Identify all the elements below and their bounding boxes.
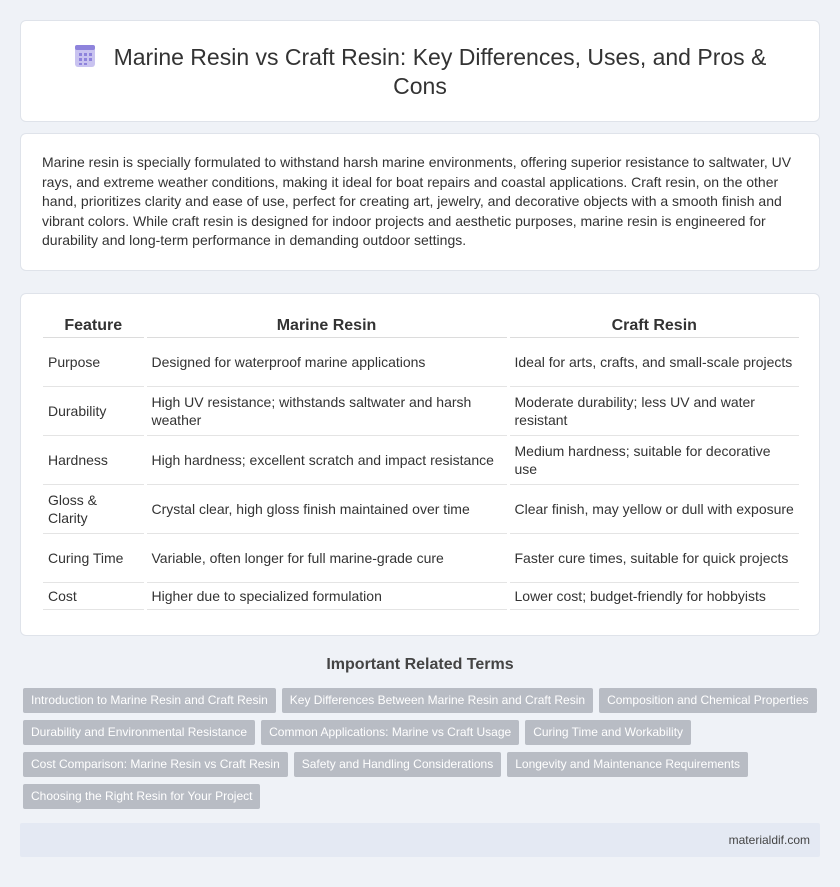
intro-card (20, 133, 820, 271)
feature-cell: Purpose (43, 338, 145, 387)
craft-resin-cell: Lower cost; budget-friendly for hobbyists (508, 583, 799, 610)
related-term-tag[interactable]: Longevity and Maintenance Requirements (507, 752, 748, 777)
related-term-tag[interactable]: Cost Comparison: Marine Resin vs Craft Resin (23, 752, 288, 777)
table-header-row (43, 315, 799, 338)
footer (20, 823, 820, 857)
marine-resin-cell: Designed for waterproof marine applications (145, 338, 508, 387)
feature-cell: Gloss & Clarity (43, 485, 145, 534)
feature-cell: Durability (43, 387, 145, 436)
intro-paragraph: Marine resin is specially formulated to withstand harsh marine environments, offering superior resistance to saltwater, UV rays, and extreme weather conditions, making it ideal for boat repairs and coastal applications. Craft resin, on the other hand, prioritizes clarity and ease of use, perfect for creating art, jewelry, and decorative objects with a smooth finish and vibrant colors. While craft resin is designed for indoor projects and aesthetic purposes, marine resin is engineered for durability and long-term performance in demanding outdoor settings. (42, 154, 792, 249)
table-row (43, 387, 799, 436)
related-term-tag[interactable]: Introduction to Marine Resin and Craft Resin (23, 688, 276, 713)
related-term-tag[interactable]: Curing Time and Workability (525, 720, 691, 745)
feature-cell: Cost (43, 583, 145, 610)
header-card (20, 20, 820, 122)
table-row (43, 436, 799, 485)
marine-resin-cell: High UV resistance; withstands saltwater and harsh weather (145, 387, 508, 436)
related-term-tag[interactable]: Key Differences Between Marine Resin and Craft Resin (282, 688, 593, 713)
craft-resin-cell: Clear finish, may yellow or dull with exposure (508, 485, 799, 534)
feature-cell: Hardness (43, 436, 145, 485)
marine-resin-cell: High hardness; excellent scratch and impact resistance (145, 436, 508, 485)
craft-resin-cell: Medium hardness; suitable for decorative use (508, 436, 799, 485)
comparison-table-card (20, 293, 820, 636)
related-terms-heading: Important Related Terms (326, 656, 514, 673)
document-icon (74, 44, 96, 68)
table-row (43, 485, 799, 534)
related-term-tag[interactable]: Composition and Chemical Properties (599, 688, 816, 713)
column-header-feature: Feature (43, 315, 145, 338)
table-row (43, 534, 799, 583)
craft-resin-cell: Moderate durability; less UV and water resistant (508, 387, 799, 436)
column-header-marine-resin: Marine Resin (145, 315, 508, 338)
marine-resin-cell: Crystal clear, high gloss finish maintained over time (145, 485, 508, 534)
site-name[interactable]: materialdif.com (728, 833, 810, 847)
related-term-tag[interactable]: Choosing the Right Resin for Your Project (23, 784, 260, 809)
comparison-table (43, 315, 799, 610)
related-term-tag[interactable]: Common Applications: Marine vs Craft Usage (261, 720, 519, 745)
related-term-tag[interactable]: Safety and Handling Considerations (294, 752, 501, 777)
marine-resin-cell: Higher due to specialized formulation (145, 583, 508, 610)
feature-cell: Curing Time (43, 534, 145, 583)
column-header-craft-resin: Craft Resin (508, 315, 799, 338)
craft-resin-cell: Faster cure times, suitable for quick projects (508, 534, 799, 583)
related-term-tag[interactable]: Durability and Environmental Resistance (23, 720, 255, 745)
page-title: Marine Resin vs Craft Resin: Key Differences, Uses, and Pros & Cons (113, 44, 767, 99)
table-row (43, 338, 799, 387)
table-row (43, 583, 799, 610)
related-terms-list (23, 688, 823, 816)
craft-resin-cell: Ideal for arts, crafts, and small-scale projects (508, 338, 799, 387)
marine-resin-cell: Variable, often longer for full marine-grade cure (145, 534, 508, 583)
